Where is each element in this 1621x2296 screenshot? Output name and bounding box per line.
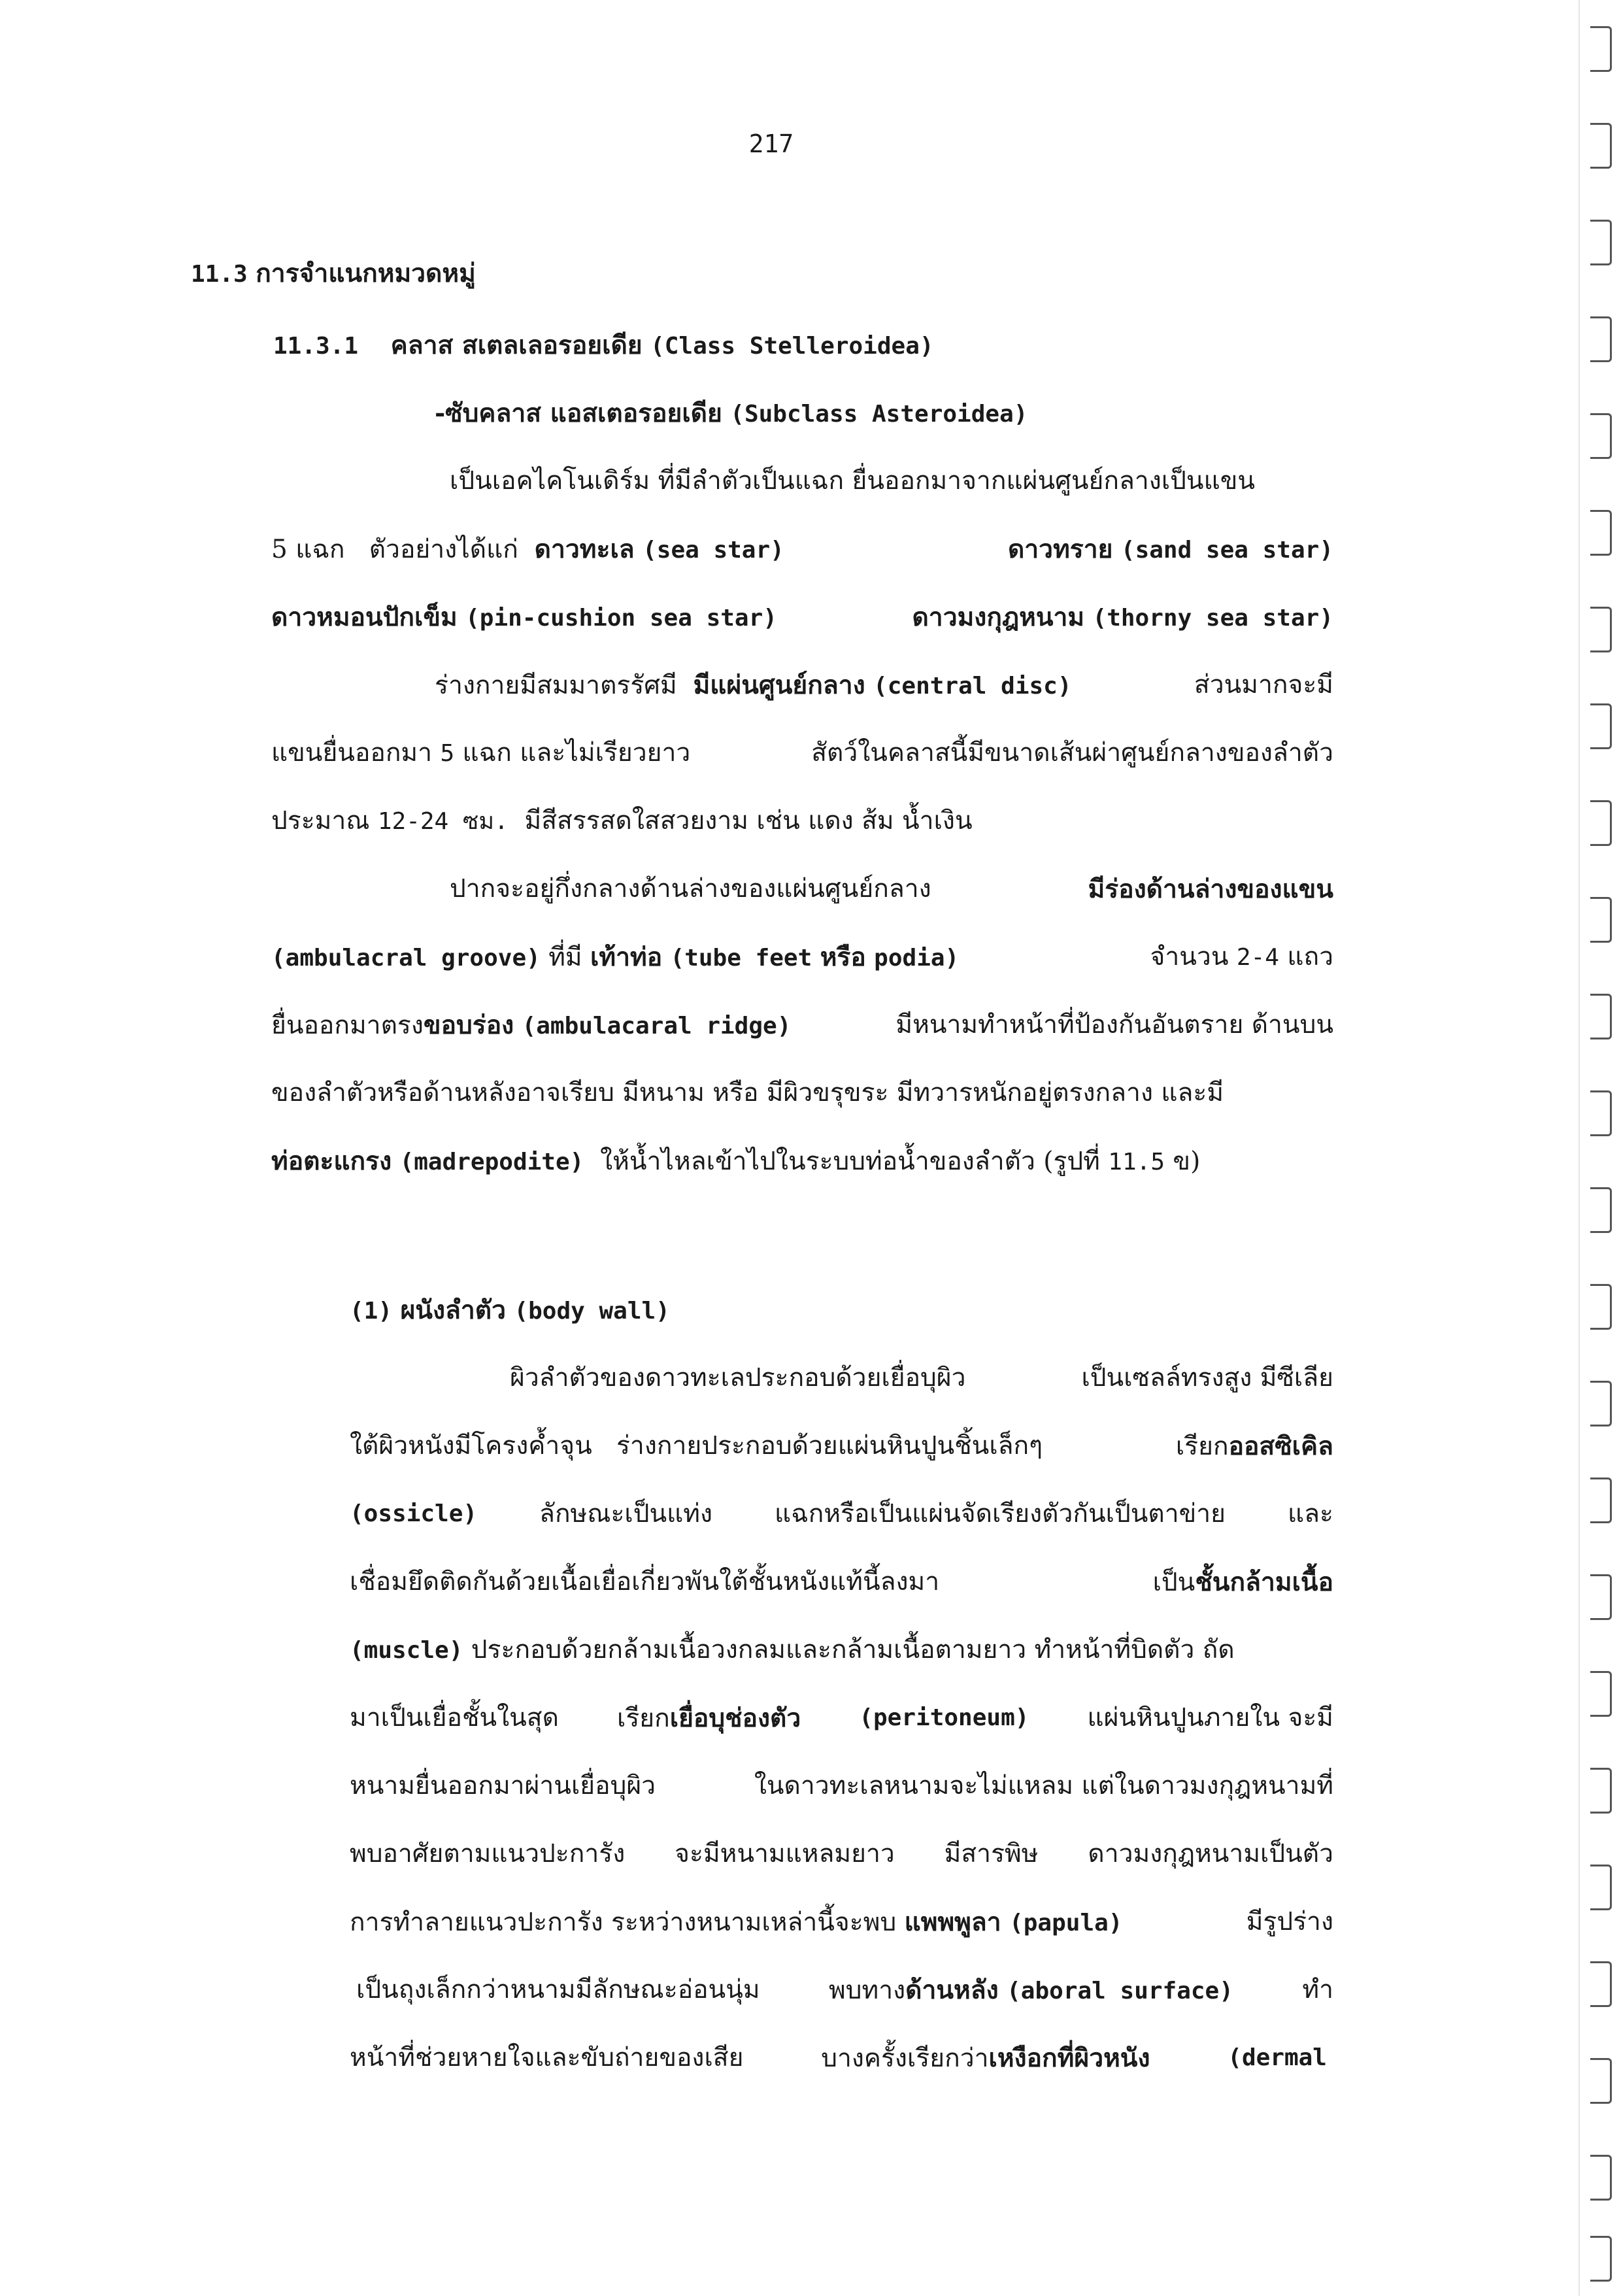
term-en: (muscle)	[350, 1637, 463, 1664]
term-en: (sea star)	[643, 537, 784, 564]
text: มีสารพิษ	[944, 1839, 1039, 1868]
term-th: ดาวทราย	[1007, 534, 1113, 564]
body-line1	[510, 1359, 1333, 1398]
para3-line5	[271, 1141, 1200, 1182]
binder-hole	[1590, 2058, 1612, 2104]
term-en: (aboral surface)	[1007, 1978, 1233, 2004]
term-th: ท่อตะแกรง	[271, 1146, 392, 1176]
text: มาเป็นเยื่อชั้นในสุด	[350, 1703, 559, 1732]
text: ปากจะอยู่กึ่งกลางด้านล่างของแผ่นศูนย์กลาง	[450, 874, 931, 903]
term-th: มีร่องด้านล่างของแขน	[1088, 874, 1333, 904]
text: จำนวน	[1150, 942, 1229, 971]
body-line3	[350, 1494, 1333, 1534]
para3-line4: ของลำตัวหรือด้านหลังอาจเรียบ มีหนาม หรือ มีผิวขรุขระ มีทวารหนักอยู่ตรงกลาง และมี	[271, 1078, 1224, 1107]
body-line6	[350, 1698, 1333, 1738]
text: บางครั้งเรียกว่า	[821, 2044, 989, 2073]
binder-hole	[1590, 1477, 1612, 1523]
term-en: (central disc)	[873, 673, 1072, 700]
section-number: 11.3	[191, 261, 248, 288]
text: 5 แฉก	[271, 535, 345, 564]
number: 12-24 ซม.	[377, 808, 509, 835]
term-th: ออสซิเคิล	[1228, 1431, 1333, 1461]
term-en: (dermal	[1228, 2044, 1327, 2071]
subsection-heading	[273, 326, 934, 366]
subclass-title-th: -ซับคลาส แอสเตอรอยเดีย	[435, 398, 722, 428]
text: ให้น้ำไหลเข้าไปในระบบท่อน้ำของลำตัว (รูปที่	[600, 1147, 1100, 1176]
text: ผิวลำตัวของดาวทะเลประกอบด้วยเยื่อบุผิว	[510, 1363, 966, 1393]
binder-hole	[1590, 316, 1612, 362]
binder-hole	[1590, 800, 1612, 846]
text: ประกอบด้วยกล้ามเนื้อวงกลมและกล้ามเนื้อตามยาว ทำหน้าที่บิดตัว ถัด	[471, 1635, 1235, 1664]
text: พบอาศัยตามแนวปะการัง	[350, 1839, 626, 1868]
binder-hole	[1590, 1671, 1612, 1717]
text: แฉกหรือเป็นแผ่นจัดเรียงตัวกันเป็นตาข่าย	[775, 1499, 1226, 1528]
heading-en: (body wall)	[514, 1298, 670, 1325]
term-en: (tube feet	[670, 945, 812, 971]
para1-line3	[271, 598, 1333, 638]
term-en: (peritoneum)	[859, 1704, 1029, 1731]
section-title: การจำแนกหมวดหมู่	[256, 258, 476, 288]
text: สัตว์ในคลาสนี้มีขนาดเส้นผ่าศูนย์กลางของลำตัว	[811, 738, 1333, 768]
binder-hole	[1590, 413, 1612, 459]
term-th: ดาวหมอนปักเข็ม	[271, 602, 458, 632]
text: เรียก	[1175, 1432, 1229, 1461]
term-th: แพพพูลา	[904, 1907, 1001, 1937]
binder-hole	[1590, 1574, 1612, 1620]
term-th: ด้านหลัง	[905, 1975, 999, 2005]
text: แถว	[1287, 942, 1333, 971]
body-line11	[350, 2038, 1327, 2078]
text: และ	[1288, 1499, 1333, 1528]
heading-number: (1)	[350, 1298, 393, 1325]
text: เรียก	[616, 1704, 670, 1733]
binder-hole	[1590, 1381, 1612, 1427]
number: 5	[440, 740, 455, 767]
text: ร่างกายมีสมมาตรรัศมี	[435, 671, 677, 700]
binder-hole	[1590, 2155, 1612, 2201]
term-en: (papula)	[1009, 1910, 1123, 1936]
body-line7	[350, 1766, 1333, 1806]
binder-hole	[1590, 703, 1612, 749]
term-en: (ambulacral groove)	[271, 945, 541, 971]
term-en: (pin-cushion sea star)	[465, 605, 777, 632]
binder-hole	[1590, 1187, 1612, 1233]
text: แฉก และไม่เรียวยาว	[462, 738, 691, 768]
text: ตัวอย่างได้แก่	[369, 535, 518, 564]
binder-hole	[1590, 1090, 1612, 1136]
subsection-title-en: (Class Stelleroidea)	[650, 333, 934, 360]
para2-line3	[271, 802, 973, 841]
number: 2-4	[1236, 944, 1279, 971]
body-line2	[350, 1427, 1333, 1466]
text: ในดาวทะเลหนามจะไม่แหลม แต่ในดาวมงกุฎหนามที่	[754, 1771, 1333, 1800]
number: 11.5	[1108, 1149, 1165, 1175]
text: ลักษณะเป็นแท่ง	[539, 1499, 713, 1528]
binder-hole	[1590, 510, 1612, 556]
text: ส่วนมากจะมี	[1194, 670, 1333, 700]
binder-hole	[1590, 2236, 1612, 2282]
text: แผ่นหินปูนภายใน จะมี	[1087, 1703, 1333, 1732]
term-th: เยื่อบุช่องตัว	[669, 1703, 801, 1733]
body-line8	[350, 1834, 1333, 1874]
para3-line1	[450, 869, 1333, 909]
text: ที่มี	[548, 943, 582, 972]
text: ยื่นออกมาตรง	[271, 1011, 424, 1040]
term-en: (thorny sea star)	[1092, 605, 1333, 632]
term-th: ดาวมงกุฎหนาม	[912, 602, 1085, 632]
text: มีรูปร่าง	[1246, 1907, 1333, 1936]
text: มีสีสรรสดใสสวยงาม เช่น แดง ส้ม น้ำเงิน	[524, 806, 973, 836]
text: หนามยื่นออกมาผ่านเยื่อบุผิว	[350, 1771, 656, 1800]
text: ประมาณ	[271, 806, 370, 836]
body-line4	[350, 1562, 1333, 1602]
binder-hole	[1590, 897, 1612, 943]
term-th: ชั้นกล้ามเนื้อ	[1195, 1567, 1333, 1597]
term-en: podia)	[874, 945, 960, 971]
term-th: ดาวทะเล	[534, 534, 635, 564]
term-th: ขอบร่อง	[423, 1010, 514, 1040]
text: ร่างกายประกอบด้วยแผ่นหินปูนชิ้นเล็กๆ	[616, 1431, 1043, 1460]
body-line9	[350, 1902, 1333, 1943]
text: หน้าที่ช่วยหายใจและขับถ่ายของเสีย	[350, 2043, 744, 2072]
term-en: (sand sea star)	[1120, 537, 1333, 564]
term-en: (madrepodite)	[399, 1149, 584, 1175]
para3-line3	[271, 1005, 1333, 1046]
term-th: เหงือกที่ผิวหนัง	[988, 2043, 1150, 2073]
page-edge-line	[1579, 0, 1580, 2296]
term-en: (ossicle)	[350, 1500, 478, 1527]
subsection-title-th: คลาส สเตลเลอรอยเดีย	[390, 330, 643, 360]
para1-line2	[271, 530, 1333, 570]
binder-hole	[1590, 1961, 1612, 2007]
body-line10	[356, 1970, 1333, 2011]
binder-hole	[1590, 123, 1612, 169]
section-heading	[191, 254, 476, 294]
binder-hole	[1590, 1865, 1612, 1910]
para3-line2	[271, 937, 1333, 978]
body-wall-heading	[350, 1291, 670, 1331]
text: เป็นเซลล์ทรงสูง มีซีเลีย	[1081, 1363, 1333, 1393]
page-number: 217	[748, 129, 794, 158]
binder-hole	[1590, 994, 1612, 1039]
para1-line1: เป็นเอคไคโนเดิร์ม ที่มีลำตัวเป็นแฉก ยื่นออกมาจากแผ่นศูนย์กลางเป็นแขน	[450, 466, 1256, 496]
text: การทำลายแนวปะการัง ระหว่างหนามเหล่านี้จะพบ	[350, 1908, 897, 1937]
text: เป็น	[1152, 1568, 1195, 1597]
binder-hole	[1590, 1284, 1612, 1330]
subclass-title-en: (Subclass Asteroidea)	[730, 401, 1028, 428]
text: เป็นถุงเล็กกว่าหนามมีลักษณะอ่อนนุ่ม	[356, 1975, 760, 2004]
binder-hole	[1590, 1768, 1612, 1814]
binder-hole	[1590, 26, 1612, 72]
text: ใต้ผิวหนังมีโครงค้ำจุน	[350, 1431, 592, 1460]
text: เชื่อมยึดติดกันด้วยเนื้อเยื่อเกี่ยวพันใต้ชั้นหนังแท้นี้ลงมา	[350, 1567, 940, 1596]
heading-th: ผนังลำตัว	[400, 1295, 507, 1325]
para2-line1	[435, 666, 1333, 706]
text: มีหนามทำหน้าที่ป้องกันอันตราย ด้านบน	[895, 1010, 1333, 1039]
subsection-number: 11.3.1	[273, 333, 359, 360]
body-line5	[350, 1630, 1235, 1670]
text: แขนยื่นออกมา	[271, 738, 433, 768]
text: ดาวมงกุฎหนามเป็นตัว	[1088, 1839, 1333, 1868]
term-th: เท้าท่อ	[590, 942, 663, 972]
binder-hole	[1590, 607, 1612, 652]
term-th: หรือ	[820, 942, 866, 972]
subclass-heading	[435, 394, 1028, 434]
term-th: มีแผ่นศูนย์กลาง	[693, 670, 865, 700]
text: ทำ	[1302, 1975, 1333, 2004]
para2-line2	[271, 734, 1333, 773]
text: จะมีหนามแหลมยาว	[675, 1839, 895, 1868]
text: พบทาง	[829, 1976, 906, 2005]
text: ข)	[1173, 1147, 1201, 1176]
term-en: (ambulacaral ridge)	[522, 1013, 792, 1039]
binder-hole	[1590, 220, 1612, 265]
